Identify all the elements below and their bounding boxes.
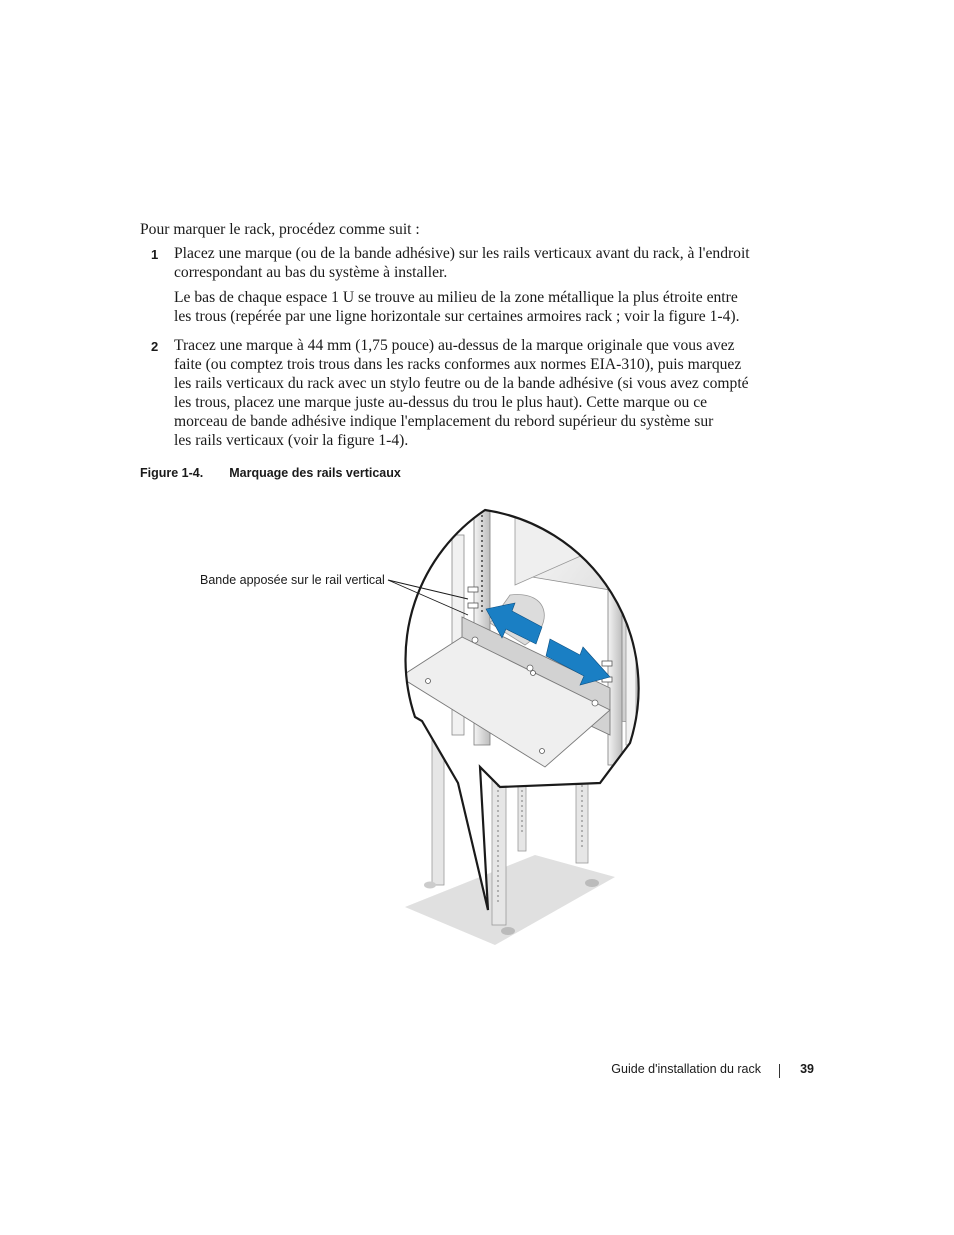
step-paragraph xyxy=(174,336,774,450)
figure-title: Marquage des rails verticaux xyxy=(229,466,401,480)
text-line: les rails verticaux (voir la figure 1-4). xyxy=(174,432,409,449)
screw xyxy=(527,665,533,671)
step-number: 1 xyxy=(151,247,159,262)
text-line: faite (ou comptez trois trous dans les racks conformes aux normes EIA-310), puis marquez xyxy=(174,356,742,373)
rack-foot xyxy=(424,882,436,889)
step-note xyxy=(174,288,774,326)
step-paragraph xyxy=(174,244,774,282)
callout-label: Bande apposée sur le rail vertical xyxy=(200,573,385,587)
screw xyxy=(592,700,598,706)
text-line: Le bas de chaque espace 1 U se trouve au milieu de la zone métallique la plus étroite entre xyxy=(174,289,738,306)
text-line: les trous (repérée par une ligne horizontale sur certaines armoires rack ; voir la figure 1-4). xyxy=(174,308,740,325)
rack-foot xyxy=(585,879,599,887)
text-line: les rails verticaux du rack avec un stylo feutre ou de la bande adhésive (si vous avez compté xyxy=(174,375,749,392)
step-number: 2 xyxy=(151,339,159,354)
page-number: 39 xyxy=(800,1062,814,1076)
page-footer xyxy=(560,1062,814,1082)
tape-mark xyxy=(468,603,478,608)
footer-title: Guide d'installation du rack xyxy=(611,1062,761,1076)
intro-text: Pour marquer le rack, procédez comme suit : xyxy=(140,221,420,238)
screw xyxy=(540,749,545,754)
text-line: morceau de bande adhésive indique l'emplacement du rebord supérieur du système sur xyxy=(174,413,714,430)
figure-caption xyxy=(140,466,401,480)
text-line: les trous, placez une marque juste au-dessus du trou le plus haut). Cette marque ou ce xyxy=(174,394,708,411)
screw xyxy=(472,637,478,643)
figure-number: Figure 1-4. xyxy=(140,466,204,480)
tape-mark xyxy=(468,587,478,592)
text-line: Tracez une marque à 44 mm (1,75 pouce) au-dessus de la marque originale que vous avez xyxy=(174,337,735,354)
text-line: correspondant au bas du système à installer. xyxy=(174,264,448,281)
rack-foot xyxy=(501,927,515,935)
text-line: Placez une marque (ou de la bande adhésive) sur les rails verticaux avant du rack, à l'endroit xyxy=(174,245,750,262)
footer-separator xyxy=(779,1064,780,1078)
screw xyxy=(426,679,431,684)
tape-mark xyxy=(602,661,612,666)
screw xyxy=(531,671,536,676)
